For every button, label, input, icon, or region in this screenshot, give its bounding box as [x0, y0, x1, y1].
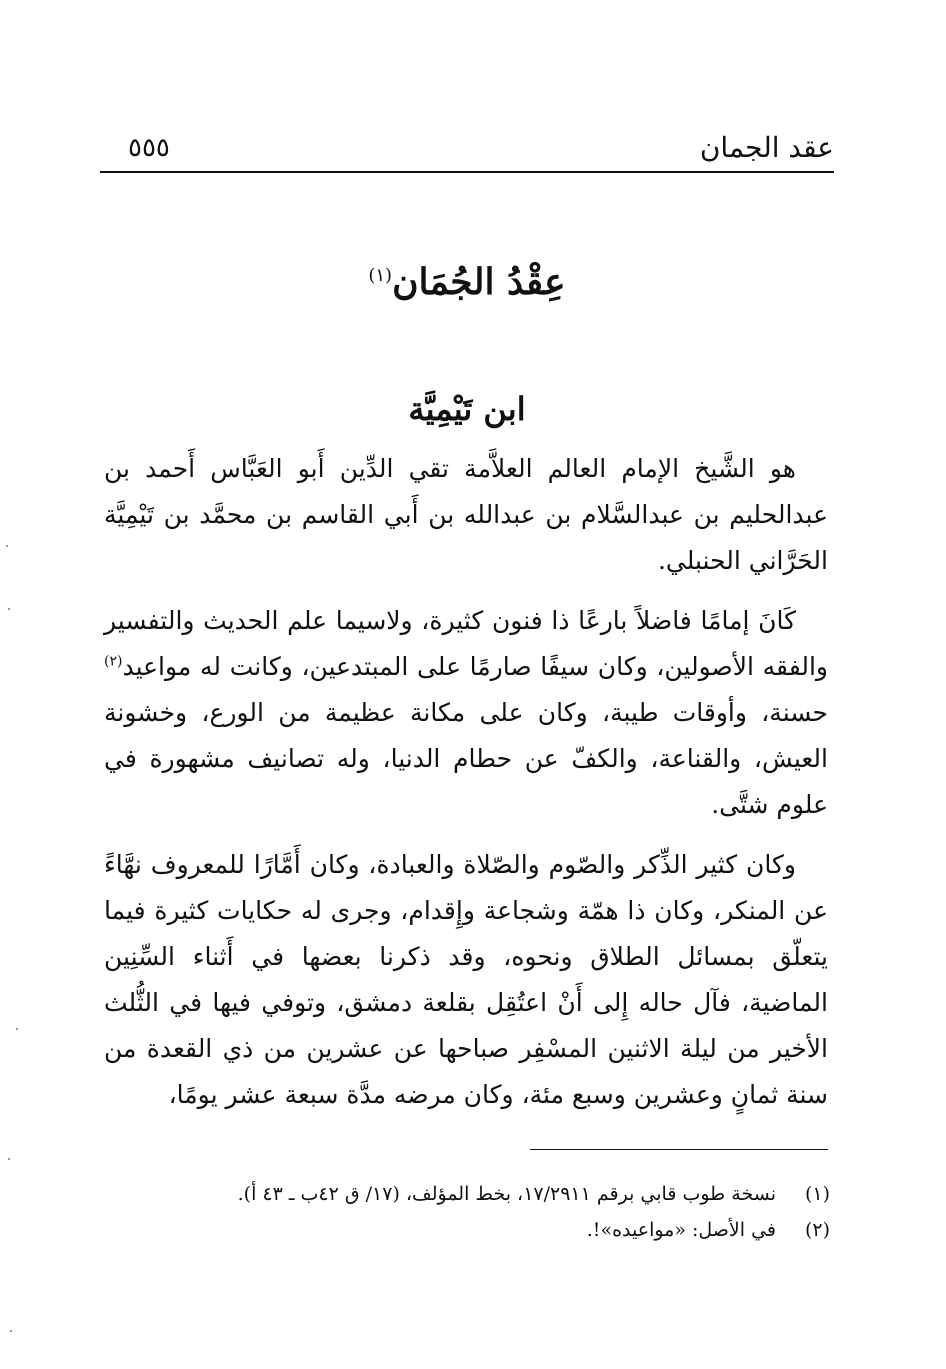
chapter-title — [100, 248, 834, 310]
scan-speck — [16, 1028, 18, 1030]
footnote-text: في الأصل: «مواعيده»!. — [586, 1219, 776, 1241]
chapter-footnote-ref: (١) — [368, 265, 393, 286]
chapter-title-text: عِقْدُ الجُمَان — [392, 261, 566, 303]
header-divider — [100, 171, 834, 173]
paragraph — [104, 598, 828, 828]
page-number: ٥٥٥ — [128, 133, 170, 163]
footnote-ref: (٢) — [104, 653, 123, 670]
section-title: ابن تَيْمِيَّة — [408, 390, 526, 428]
paragraph-text: هو الشَّيخ الإمام العالم العلاَّمة تقي الدِّين أَبو العَبَّاس أَحمد بن عبدالحليم بن عبدالسَّلام بن عبدالله بن أَبي القاسم بن محمَّد بن تَيْمِيَّة الحَرَّاني الحنبلي. — [104, 454, 828, 575]
scan-speck — [8, 1158, 10, 1160]
footnote — [140, 1212, 830, 1248]
paragraph — [104, 446, 828, 584]
footnote-number: (١) — [804, 1183, 830, 1205]
footnotes — [140, 1176, 830, 1248]
footnote-number: (٢) — [804, 1219, 830, 1241]
scan-speck — [10, 1330, 12, 1332]
running-header-title: عقد الجمان — [699, 131, 834, 164]
scan-speck — [6, 545, 8, 547]
paragraph-text: وكان كثير الذِّكر والصّوم والصّلاة والعبادة، وكان أَمَّارًا للمعروف نهَّاءً عن المنكر، وكان ذا همّة وشجاعة وإِقدام، وجرى له حكايات كثيرة فيما يتعلّق بمسائل الطلاق ونحوه، وقد ذكرنا بعضها في أَثناء السِّنِين الماضية، فآل حاله إِلى أَنْ اعتُقِل بقلعة دمشق، وتوفي فيها في الثُّلث الأخير من ليلة الاثنين المسْفِر صباحها عن عشرين من ذي القعدة من سنة ثمانٍ وعشرين وسبع مئة، وكان مرضه مدَّة سبعة عشر يومًا، — [104, 850, 828, 1109]
footnote-divider — [530, 1149, 828, 1150]
running-header — [100, 128, 834, 168]
scan-speck — [8, 608, 10, 610]
paragraph-text-continued: حسنة، وأوقات طيبة، وكان على مكانة عظيمة من الورع، وخشونة العيش، والقناعة، والكفّ عن حطام الدنيا، وله تصانيف مشهورة في علوم شتَّى. — [104, 698, 828, 819]
footnote — [140, 1176, 830, 1212]
paragraph — [104, 842, 828, 1118]
paragraph-text: كَانَ إمامًا فاضلاً بارعًا ذا فنون كثيرة، ولاسيما علم الحديث والتفسير والفقه الأصولين، وكان سيفًا صارمًا على المبتدعين، وكانت له مواعيد — [104, 606, 828, 681]
body-text — [104, 446, 828, 1132]
footnote-text: نسخة طوب قابي برقم ١٧/٢٩١١، بخط المؤلف، (١٧/ ق ٤٢ب ـ ٤٣ أ). — [237, 1183, 776, 1205]
